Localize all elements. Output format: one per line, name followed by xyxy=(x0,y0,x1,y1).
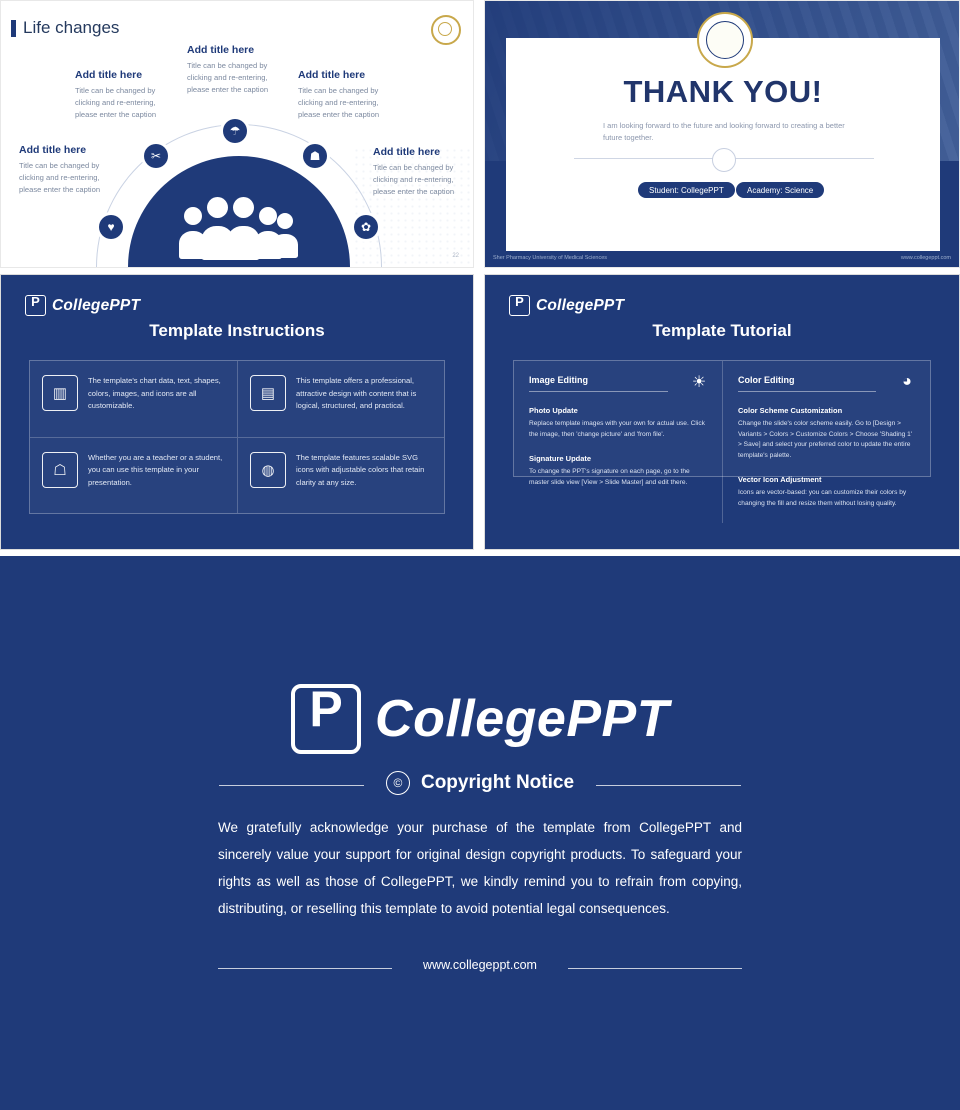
brand-name: CollegePPT xyxy=(536,296,625,314)
chart-icon: ▥ xyxy=(42,375,78,411)
caption-block-3 xyxy=(187,44,282,96)
collegeppt-logo-icon xyxy=(25,295,46,316)
slide-title: Life changes xyxy=(23,18,120,37)
instruction-text: Whether you are a teacher or a student, you can use this template in your presentation. xyxy=(88,452,223,487)
footer-left-text: Sher Pharmacy University of Medical Sciences xyxy=(493,255,608,261)
umbrella-icon[interactable]: ☂ xyxy=(223,119,247,143)
globe-icon[interactable]: ✿ xyxy=(354,215,378,239)
tutorial-text: Change the slide's color scheme easily. Go to [Design > Variants > Colors > Customize Colors > Choose 'Shading 1' > Save] and select your preferred color to update the entire template's palette. xyxy=(738,420,913,459)
university-seal-icon xyxy=(697,12,753,68)
caption-block-1 xyxy=(19,144,114,196)
tutorial-text: To change the PPT's signature on each page, go to the master slide view [View > Slide Master] and edit there. xyxy=(529,468,690,486)
copyright-heading xyxy=(0,771,960,795)
slide-heading: Template Tutorial xyxy=(652,321,792,340)
tutorial-column-image-editing xyxy=(514,361,722,523)
slide-template-tutorial[interactable] xyxy=(484,274,960,550)
copyright-icon: © xyxy=(386,771,410,795)
university-seal-icon xyxy=(431,15,461,45)
tutorial-grid xyxy=(513,360,931,507)
page-number: 22 xyxy=(452,253,459,259)
caption-body: Title can be changed by clicking and re-entering, please enter the caption xyxy=(19,161,101,194)
people-group-illustration xyxy=(184,187,294,253)
caption-body: Title can be changed by clicking and re-entering, please enter the caption xyxy=(187,61,269,94)
presenter-icon: ☖ xyxy=(42,452,78,488)
brand-name: CollegePPT xyxy=(375,690,669,748)
tutorial-text: Icons are vector-based: you can customize their colors by changing the fill and resize them without losing quality. xyxy=(738,489,907,507)
academy-pill[interactable]: Academy: Science xyxy=(736,182,824,198)
thank-you-heading: THANK YOU! xyxy=(623,74,823,109)
caption-body: Title can be changed by clicking and re-entering, please enter the caption xyxy=(75,86,157,119)
basketball-icon: ◍ xyxy=(250,452,286,488)
tutorial-subtitle: Vector Icon Adjustment xyxy=(738,475,822,484)
instruction-cell xyxy=(30,361,237,437)
slide-thank-you[interactable] xyxy=(484,0,960,268)
caption-block-4 xyxy=(298,69,393,121)
instructions-grid xyxy=(29,360,445,514)
student-pill[interactable]: Student: CollegePPT xyxy=(638,182,735,198)
person-badge-icon[interactable]: ☗ xyxy=(303,144,327,168)
brand-logo xyxy=(25,295,140,316)
caption-body: Title can be changed by clicking and re-entering, please enter the caption xyxy=(298,86,380,119)
slide-heading: Template Instructions xyxy=(149,321,325,340)
tutorial-column-title: Image Editing xyxy=(529,375,589,385)
tutorial-column-title: Color Editing xyxy=(738,375,795,385)
thank-you-card xyxy=(506,38,940,251)
copyright-body: We gratefully acknowledge your purchase of the template from CollegePPT and sincerely value your support for original design copyright products. To safeguard your rights as well as those of CollegePPT, we kindly remind you to refrain from copying, distributing, or reselling this template to avoid potential legal consequences. xyxy=(218,820,742,916)
tutorial-subtitle: Signature Update xyxy=(529,454,592,463)
rule xyxy=(738,391,876,392)
heart-icon[interactable]: ♥ xyxy=(99,215,123,239)
brand-logo-large xyxy=(0,684,960,754)
tutorial-subtitle: Photo Update xyxy=(529,406,578,415)
archive-icon: ▤ xyxy=(250,375,286,411)
instruction-cell xyxy=(30,437,237,514)
brand-logo xyxy=(509,295,624,316)
instruction-cell xyxy=(237,361,444,437)
caption-title: Add title here xyxy=(19,144,87,156)
instruction-text: The template's chart data, text, shapes, colors, images, and icons are all customizable. xyxy=(88,376,221,410)
lightbulb-icon: ☀ xyxy=(691,374,707,391)
brand-name: CollegePPT xyxy=(52,296,141,314)
copyright-title: Copyright Notice xyxy=(420,772,575,793)
caption-body: Title can be changed by clicking and re-entering, please enter the caption xyxy=(373,163,455,196)
caption-block-2 xyxy=(75,69,170,121)
instruction-text: This template offers a professional, attractive design with content that is logical, structured, and practical. xyxy=(296,376,417,410)
tutorial-column-color-editing xyxy=(722,361,930,523)
caption-title: Add title here xyxy=(187,44,255,56)
tutorial-text: Replace template images with your own for actual use. Click the image, then 'change picture' and 'from file'. xyxy=(529,420,705,438)
slide-life-changes[interactable] xyxy=(0,0,474,268)
tutorial-subtitle: Color Scheme Customization xyxy=(738,406,843,415)
caption-block-5 xyxy=(373,146,468,198)
caption-title: Add title here xyxy=(373,146,441,158)
caption-title: Add title here xyxy=(75,69,143,81)
collegeppt-logo-icon xyxy=(509,295,530,316)
caption-title: Add title here xyxy=(298,69,366,81)
thank-you-subtitle: I am looking forward to the future and looking forward to creating a better future together. xyxy=(603,121,845,142)
footer-url: www.collegeppt.com xyxy=(900,255,951,261)
collegeppt-logo-icon xyxy=(291,684,361,754)
slide-template-instructions[interactable] xyxy=(0,274,474,550)
small-emblem-icon xyxy=(712,148,736,172)
title-accent-bar xyxy=(11,20,16,37)
website-url[interactable]: www.collegeppt.com xyxy=(423,958,537,972)
instruction-text: The template features scalable SVG icons with adjustable colors that retain clarity at any size. xyxy=(296,452,425,487)
slide-copyright-notice[interactable] xyxy=(0,556,960,1110)
palette-icon: ◕ xyxy=(902,373,912,390)
tools-icon[interactable]: ✂ xyxy=(144,144,168,168)
instruction-cell xyxy=(237,437,444,514)
rule xyxy=(529,391,668,392)
